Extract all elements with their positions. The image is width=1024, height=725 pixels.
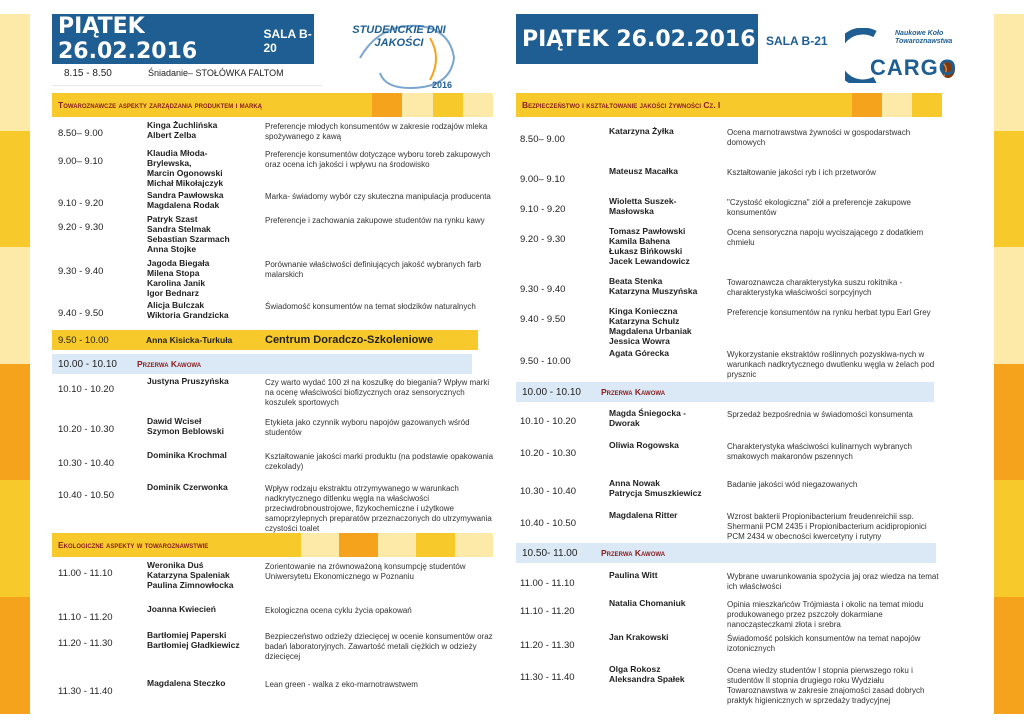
- slot-time: 11.30 - 11.40: [58, 686, 113, 697]
- left-room: SALA B-20: [263, 27, 312, 55]
- speaker-names: Dominika Krochmal: [147, 450, 227, 460]
- right-room: SALA B-21: [766, 34, 828, 48]
- talk-topic: Ocena wiedzy studentów I stopnia pierwszego roku i studentów II stopnia drugiego roku Wydziału Towaroznawstwa w zakresie znajomości zasad dobrych praktyk higienicznych w sprzedaży tradycyjnej: [727, 666, 925, 705]
- slot-time: 10.20 - 10.30: [58, 424, 114, 435]
- talk-topic: Kształtowanie jakości ryb i ich przetworów: [727, 168, 876, 177]
- speaker-names: Dominik Czerwonka: [147, 482, 228, 492]
- slot-time: 9.00– 9.10: [520, 174, 565, 185]
- talk-topic: Świadomość polskich konsumentów na temat napojów izotonicznych: [727, 634, 921, 653]
- talk-topic: Ocena sensoryczna napoju wyciszającego z dodatkiem chmielu: [727, 228, 924, 247]
- talk-topic: Ekologiczna ocena cyklu życia opakowań: [265, 606, 412, 615]
- breakfast-row: [52, 64, 322, 86]
- slot-time: 10.40 - 10.50: [520, 518, 576, 529]
- slot-time: 11.30 - 11.40: [520, 672, 575, 683]
- talk-topic: Marka- świadomy wybór czy skuteczna manipulacja producenta: [265, 192, 491, 201]
- right-coffee-break-1: [516, 382, 934, 402]
- slot-time: 11.00 - 11.10: [520, 578, 575, 589]
- slot-time: 11.10 - 11.20: [520, 606, 575, 617]
- speaker-names: Agata Górecka: [609, 348, 669, 358]
- slot-time: 11.00 - 11.10: [58, 568, 113, 579]
- left-title-box: [52, 14, 314, 64]
- talk-topic: Preferencje i zachowania zakupowe studentów na rynku kawy: [265, 216, 485, 225]
- left-section-1-bar: [52, 93, 493, 117]
- talk-topic: Wybrane uwarunkowania spożycia jaj oraz wiedza na temat ich właściwości: [727, 572, 939, 591]
- cargo-brand-text: CARGO: [870, 55, 957, 80]
- slot-time: 9.10 - 9.20: [520, 204, 566, 215]
- slot-time: 11.20 - 11.30: [520, 640, 575, 651]
- slot-time: 11.20 - 11.30: [58, 638, 113, 649]
- right-section-1-label: Bezpieczeństwo i kształtowanie jakości żywności Cz. I: [516, 93, 822, 117]
- slot-time: 9.20 - 9.30: [58, 222, 104, 233]
- speaker-names: Joanna Kwiecień: [147, 604, 216, 614]
- talk-topic: Sprzedaż bezpośrednia w świadomości konsumenta: [727, 410, 913, 419]
- logo-left-text: STUDENCKIE DNI JAKOŚCI: [352, 24, 446, 49]
- talk-topic: Charakterystyka właściwości kulinarnych wybranych smakowych makaronów pszennych: [727, 442, 912, 461]
- talk-topic: Preferencje konsumentów dotyczące wyboru toreb zakupowych oraz ocena ich jakości i wpływu na środowisko: [265, 150, 491, 169]
- slot-time: 9.40 - 9.50: [58, 308, 104, 319]
- speaker-names: Patryk Szast Sandra Stelmak Sebastian Szarmach Anna Stojke: [147, 214, 230, 254]
- left-section-1-label: Towaroznawcze aspekty zarządzania produktem i marką: [52, 93, 342, 117]
- speaker-names: Tomasz Pawłowski Kamila Bahena Łukasz Bińkowski Jacek Lewandowicz: [609, 226, 690, 266]
- slot-time: 8.50– 9.00: [58, 128, 103, 139]
- talk-topic: Badanie jakości wód niegazowanych: [727, 480, 858, 489]
- speaker-names: Bartłomiej Paperski Bartłomiej Gładkiewicz: [147, 630, 240, 650]
- slot-time: 9.00– 9.10: [58, 156, 103, 167]
- speaker-names: Dawid Wciseł Szymon Beblowski: [147, 416, 224, 436]
- speaker-names: Oliwia Rogowska: [609, 440, 679, 450]
- sponsor-organization: Centrum Doradczo-Szkoleniowe: [265, 334, 434, 346]
- break-time: 10.00 - 10.10: [522, 386, 581, 398]
- break-time: 10.00 - 10.10: [58, 358, 117, 370]
- speaker-names: Jan Krakowski: [609, 632, 669, 642]
- talk-topic: Wykorzystanie ekstraktów roślinnych pozyskiwa-nych w warunkach nadkrytycznego dwutlenku węgla w żelach pod prysznic: [727, 350, 935, 379]
- talk-topic: "Czystość ekologiczna" ziół a preferencje zakupowe konsumentów: [727, 198, 911, 217]
- slot-time: 10.10 - 10.20: [520, 416, 576, 427]
- talk-topic: Porównanie właściwości definiujących jakość wybranych farb malarskich: [265, 260, 482, 279]
- left-color-stripe: [0, 14, 30, 714]
- talk-topic: Lean green - walka z eko-marnotrawstwem: [265, 680, 418, 689]
- talk-topic: Bezpieczeństwo odzieży dziecięcej w ocenie konsumentów oraz badań laboratoryjnych. Zawartość metali ciężkich w odzieży dziecięcej: [265, 632, 493, 661]
- talk-topic: Kształtowanie jakości marki produktu (na podstawie opakowania czekolady): [265, 452, 494, 471]
- talk-topic: Preferencje konsumentów na rynku herbat typu Earl Grey: [727, 308, 931, 317]
- break-label: Przerwa Kawowa: [137, 359, 202, 369]
- speaker-names: Alicja Bulczak Wiktoria Grandzicka: [147, 300, 229, 320]
- speaker-names: Sandra Pawłowska Magdalena Rodak: [147, 190, 224, 210]
- speaker-names: Paulina Witt: [609, 570, 658, 580]
- slot-time: 8.50– 9.00: [520, 134, 565, 145]
- slot-time: 10.20 - 10.30: [520, 448, 576, 459]
- talk-topic: Świadomość konsumentów na temat słodzików naturalnych: [265, 302, 476, 311]
- speaker-names: Beata Stenka Katarzyna Muszyńska: [609, 276, 698, 296]
- speaker-names: Katarzyna Żyłka: [609, 126, 674, 136]
- cargo-club-name: Naukowe Koło Towaroznawstwa: [895, 30, 953, 45]
- slot-time: 11.10 - 11.20: [58, 612, 113, 623]
- speaker-names: Natalia Chomaniuk: [609, 598, 686, 608]
- talk-topic: Towaroznawcza charakterystyka suszu rokitnika - charakterystyka właściwości sorpcyjnych: [727, 278, 903, 297]
- speaker-names: Kinga Konieczna Katarzyna Schulz Magdalena Urbaniak Jessica Wowra: [609, 306, 692, 346]
- right-title: PIĄTEK 26.02.2016: [522, 26, 756, 52]
- talk-topic: Wpływ rodzaju ekstraktu otrzymywanego w warunkach nadkrytycznego ditlenku węgla na właściwości przeciwdrobnoustrojowe, fizykochemiczne i użytkowe samoprzylepnych preparatów przeznaczonych do utrzymywania czystości toalet: [265, 484, 492, 533]
- left-section-2-label: Ekologiczne aspekty w towaroznawstwie: [52, 533, 262, 557]
- right-coffee-break-2: [516, 543, 936, 563]
- logo-left-year: 2016: [432, 80, 453, 90]
- slot-time: 9.30 - 9.40: [58, 266, 104, 277]
- speaker-names: Jagoda Biegała Milena Stopa Karolina Janik Igor Bednarz: [147, 258, 210, 298]
- speaker-names: Weronika Duś Katarzyna Spaleniak Paulina Zimnowłocka: [147, 560, 234, 590]
- talk-topic: Preferencje młodych konsumentów w zakresie rodzajów mleka spożywanego z kawą: [265, 122, 488, 141]
- talk-topic: Ocena marnotrawstwa żywności w gospodarstwach domowych: [727, 128, 911, 147]
- speaker-names: Magdalena Ritter: [609, 510, 678, 520]
- right-color-stripe: [994, 14, 1024, 714]
- speaker-names: Kinga Żuchlińska Albert Zelba: [147, 120, 218, 140]
- sponsor-row: [52, 330, 478, 350]
- speaker-names: Wioletta Suszek- Masłowska: [609, 196, 677, 216]
- talk-topic: Opinia mieszkańców Trójmiasta i okolic na temat miodu produkowanego przez pszczoły dokarmiane nanocząsteczkami złota i srebra: [727, 600, 924, 629]
- slot-time: 9.20 - 9.30: [520, 234, 566, 245]
- talk-topic: Zorientowanie na zrównoważoną konsumpcję studentów Uniwersytetu Ekonomicznego w Poznaniu: [265, 562, 466, 581]
- left-coffee-break-1: [52, 354, 472, 374]
- speaker-names: Mateusz Macałka: [609, 166, 678, 176]
- slot-time: 10.40 - 10.50: [58, 490, 114, 501]
- slot-time: 9.40 - 9.50: [520, 314, 566, 325]
- sponsor-person: Anna Kisicka-Turkuła: [146, 335, 233, 345]
- speaker-names: Magdalena Steczko: [147, 678, 226, 688]
- left-section-2-bar: [52, 533, 493, 557]
- speaker-names: Anna Nowak Patrycja Smuszkiewicz: [609, 478, 702, 498]
- speaker-names: Klaudia Młoda- Brylewska, Marcin Ogonowski Michał Mikołajczyk: [147, 148, 224, 188]
- right-title-box: [516, 14, 758, 64]
- sponsor-time: 9.50 - 10.00: [58, 334, 109, 346]
- break-label: Przerwa Kawowa: [601, 387, 666, 397]
- slot-time: 9.50 - 10.00: [520, 356, 571, 367]
- break-time: 10.50- 11.00: [522, 547, 578, 559]
- talk-topic: Wzrost bakterii Propionibacterium freudenreichii ssp. Shermanii PCM 2435 i Propionibacterium acidipropionici PCM 2434 w obecności kwercetyny i rutyny: [727, 512, 927, 541]
- slot-time: 9.30 - 9.40: [520, 284, 566, 295]
- speaker-names: Magda Śniegocka - Dworak: [609, 408, 686, 428]
- break-label: Przerwa Kawowa: [601, 548, 666, 558]
- slot-time: 9.10 - 9.20: [58, 198, 104, 209]
- talk-topic: Etykieta jako czynnik wyboru napojów gazowanych wśród studentów: [265, 418, 470, 437]
- breakfast-label: Śniadanie– STOŁÓWKA FALTOM: [148, 68, 284, 78]
- right-section-1-bar: [516, 93, 942, 117]
- speaker-names: Justyna Pruszyńska: [147, 376, 229, 386]
- left-title: PIĄTEK 26.02.2016: [58, 14, 198, 64]
- slot-time: 10.30 - 10.40: [520, 486, 576, 497]
- breakfast-time: 8.15 - 8.50: [64, 68, 112, 79]
- slot-time: 10.10 - 10.20: [58, 384, 114, 395]
- talk-topic: Czy warto wydać 100 zł na koszulkę do biegania? Wpływ marki na ocenę właściwości biofizycznych oraz sensorycznych koszulek sportowych: [265, 378, 490, 407]
- speaker-names: Olga Rokosz Aleksandra Spałek: [609, 664, 685, 684]
- slot-time: 10.30 - 10.40: [58, 458, 114, 469]
